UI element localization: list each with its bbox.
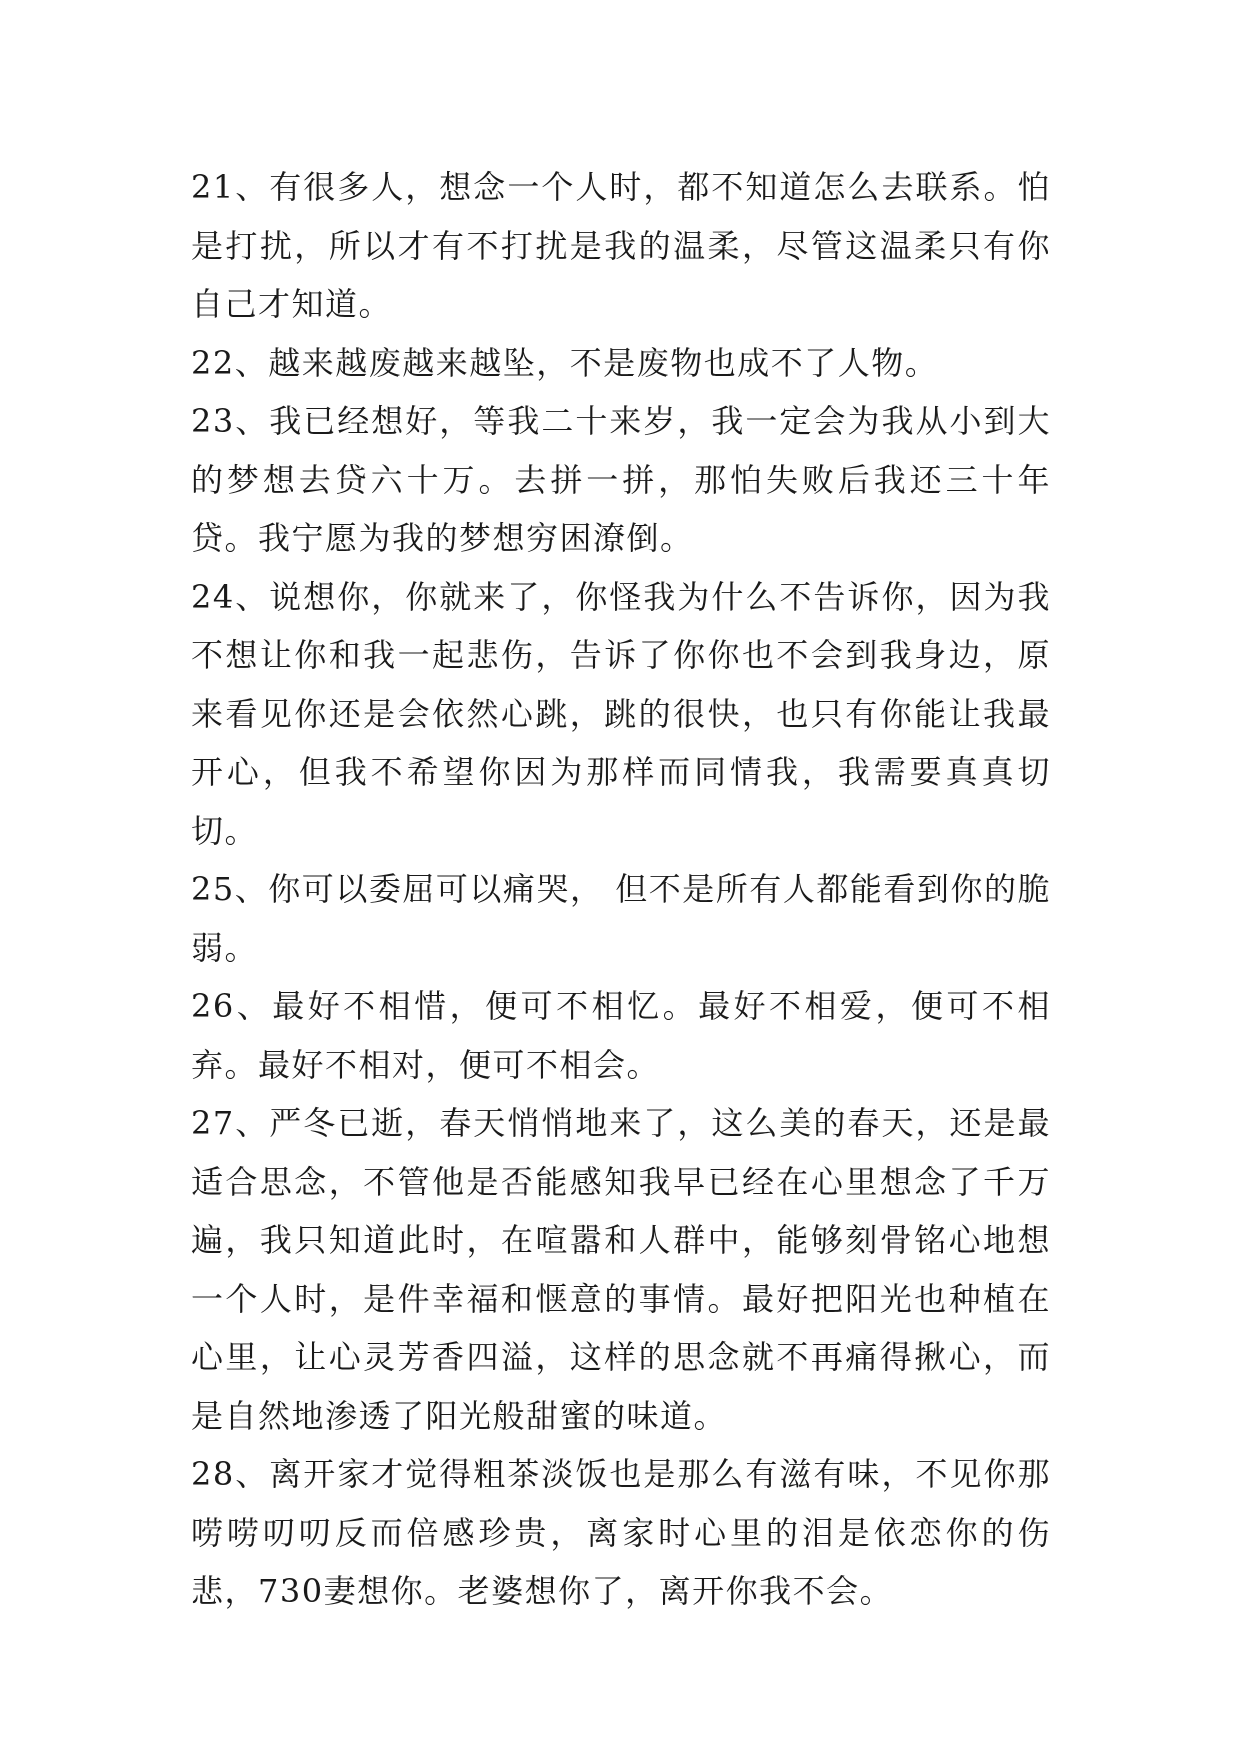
paragraph-27: 27、严冬已逝，春天悄悄地来了，这么美的春天，还是最适合思念，不管他是否能感知我早已经在心里想念了千万遍，我只知道此时，在喧嚣和人群中，能够刻骨铭心地想一个人时，是件幸福和惬意的事情。最好把阳光也种植在心里，让心灵芳香四溢，这样的思念就不再痛得揪心，而是自然地渗透了阳光般甜蜜的味道。 [191, 1104, 1051, 1435]
paragraph-23: 23、我已经想好，等我二十来岁，我一定会为我从小到大的梦想去贷六十万。去拼一拼，那怕失败后我还三十年贷。我宁愿为我的梦想穷困潦倒。 [191, 402, 1051, 557]
paragraph-24: 24、说想你，你就来了，你怪我为什么不告诉你，因为我不想让你和我一起悲伤，告诉了你你也不会到我身边，原来看见你还是会依然心跳，跳的很快，也只有你能让我最开心，但我不希望你因为那样而同情我，我需要真真切切。 [191, 577, 1051, 850]
paragraph-25: 25、你可以委屈可以痛哭， 但不是所有人都能看到你的脆弱。 [191, 870, 1051, 967]
paragraph-28: 28、离开家才觉得粗茶淡饭也是那么有滋有味，不见你那唠唠叨叨反而倍感珍贵，离家时心里的泪是依恋你的伤悲，730妻想你。老婆想你了，离开你我不会。 [191, 1455, 1051, 1610]
paragraph-26: 26、最好不相惜，便可不相忆。最好不相爱，便可不相弃。最好不相对，便可不相会。 [191, 987, 1051, 1084]
paragraph-21: 21、有很多人，想念一个人时，都不知道怎么去联系。怕是打扰，所以才有不打扰是我的温柔，尽管这温柔只有你自己才知道。 [191, 168, 1051, 323]
document-body [191, 158, 1051, 1621]
paragraph-22: 22、越来越废越来越坠，不是废物也成不了人物。 [191, 343, 939, 382]
